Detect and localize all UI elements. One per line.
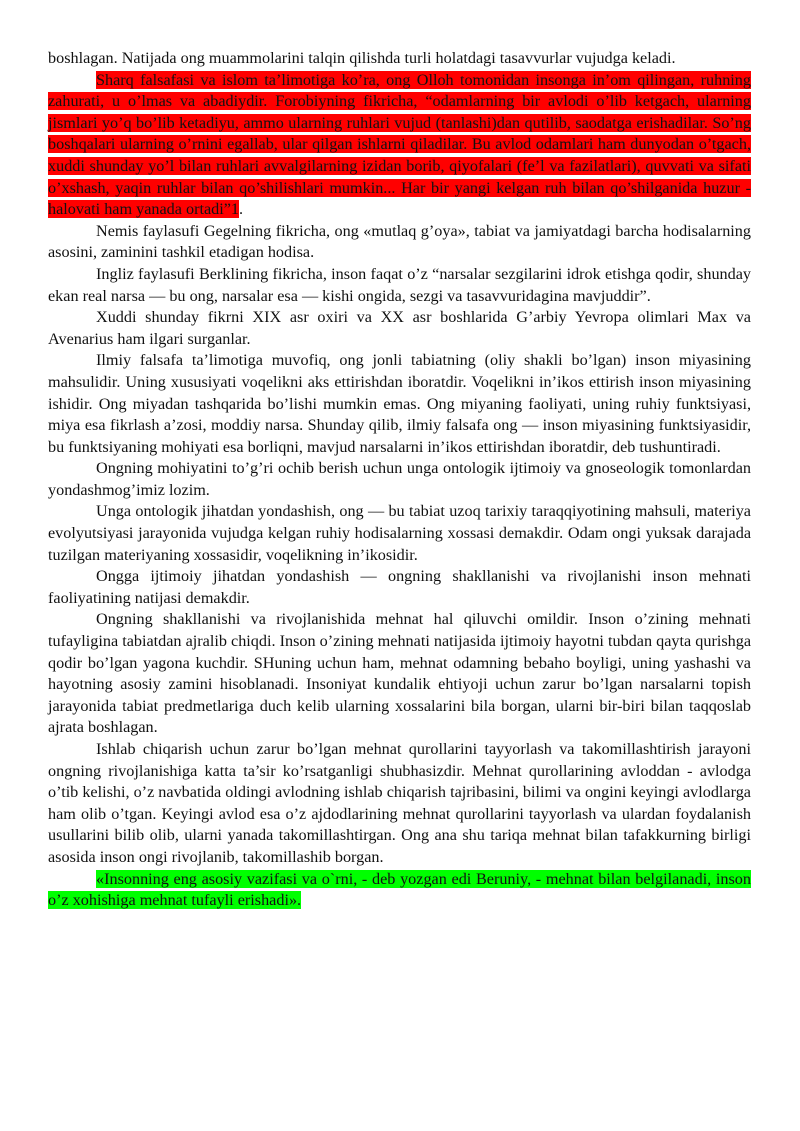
highlighted-text-green: «Insonning eng asosiy vazifasi va o`rni, - deb yozgan edi Beruniy, - mehnat bilan belgilanadi, inson o’z xohishiga mehnat tufayli erishadi». (48, 869, 751, 910)
highlighted-text-red: Sharq falsafasi va islom ta’limotiga ko’ra, ong Olloh tomonidan insonga in’om qilingan, ruhning zahurati, u o’lmas va abadiydir. Forobiyning fikricha, “odamlarning bir avlodi o’lib ketgach, ularning jismlari yo’q bo’lib ketadiyu, ammo ularning ruhlari vujud (tanlashi)dan qutilib, saodatga erishadilar. So’ng boshqalari ularning o’rnini egallab, ular qilgan ishlarni qiladilar. Bu avlod odamlari ham dunyodan o’tgach, xuddi shunday yo’l bilan ruhlari avvalgilarning izidan borib, qiyofalari (fe’l va fazilatlari), quvvati va sifati o’xshash, yaqin ruhlar bilan qo’shilishlari mumkin... Har bir yangi kelgan ruh bilan qo’shilganida huzur - halovati ham yanada ortadi”1 (48, 70, 751, 219)
paragraph-approaches: Ongning mohiyatini to’g’ri ochib berish uchun unga ontologik ijtimoiy va gnoseologik tomonlardan yondashmog’imiz lozim. (48, 459, 751, 499)
paragraph-tools: Ishlab chiqarish uchun zarur bo’lgan mehnat qurollarini tayyorlash va takomillashtirish jarayoni ongning rivojlanishiga katta ta’sir ko’rsatganligi shubhasizdir. Mehnat qurollarining avloddan - avlodga o’tib kelishi, o’z navbatida oldingi avlodning ishlab chiqarish tajribasini, bilimi va ongini keyingi avlodlarga ham olib o’tgan. Keyingi avlod esa o’z ajdodlarining mehnat qurollarini tayyorlash va ulardan foydalanish usullarini bilib olib, ularni yanada takomillashtirgan. Ong ana shu tariqa mehnat bilan tafakkurning birligi asosida inson ongi rivojlanib, takomillashib borgan. (48, 740, 751, 866)
paragraph-continuation: boshlagan. Natijada ong muammolarini talqin qilishda turli holatdagi tasavvurlar vujudga keladi. (48, 49, 676, 67)
paragraph-labor: Ongning shakllanishi va rivojlanishida mehnat hal qiluvchi omildir. Inson o’zining mehnati tufayligina tabiatdan ajralib chiqdi. Inson o’zining mehnati natijasida ijtimoiy hayotni tubdan qayta qurishga qodir bo’lgan yagona kuchdir. SHuning uchun ham, mehnat odamning bebaho boyligi, uning yashashi va hayotning asosiy zamini hisoblanadi. Insoniyat kundalik ehtiyoji uchun zarur bo’lgan narsalarni topish jarayonida tabiat predmetlariga duch kelib ularning xossalarini bila borgan, ularni bir-biri bilan taqqoslab ajrata boshlagan. (48, 610, 751, 737)
paragraph-ontological: Unga ontologik jihatdan yondashish, ong — bu tabiat uzoq tarixiy taraqqiyotining mahsuli, materiya evolyutsiyasi jarayonida vujudga kelgan ruhiy hodisalarning xossasi demakdir. Odam ongi yuksak darajada tuzilgan materiyaning xossasidir, voqelikning in’ikosidir. (48, 502, 751, 564)
paragraph-scientific-philosophy: Ilmiy falsafa ta’limotiga muvofiq, ong jonli tabiatning (oliy shakli bo’lgan) inson miyasining mahsulidir. Uning xususiyati voqelikni aks ettirishdan iboratdir. Voqelikni in’ikos ettirish inson miyasining ishidir. Ong miyadan tashqarida bo’lishi mumkin emas. Ong miyaning faoliyati, uning ruhiy funktsiyasi, miya esa fikrlash a’zosi, moddiy narsa. Shunday qilib, ilmiy falsafa ong — inson miyasining funktsiyasidir, bu funktsiyaning mohiyati esa borliqni, mavjud narsalarni in’ikos ettirishdan iboratdir, deb tushuntiradi. (48, 351, 751, 456)
paragraph-beruniy-quote (48, 869, 751, 912)
document-page (48, 48, 751, 912)
paragraph-eastern-philosophy (48, 70, 751, 221)
paragraph-hegel: Nemis faylasufi Gegelning fikricha, ong «mutlaq g’oya», tabiat va jamiyatdagi barcha hodisalarning asosini, zaminini tashkil etadigan hodisa. (48, 221, 751, 262)
paragraph-social: Ongga ijtimoiy jihatdan yondashish — ongning shakllanishi va rivojlanishi inson mehnati faoliyatining natijasi demakdir. (48, 567, 751, 607)
paragraph-mach-avenarius: Xuddi shunday fikrni XIX asr oxiri va XX asr boshlarida G’arbiy Yevropa olimlari Max va Avenarius ham ilgari surganlar. (48, 308, 751, 348)
paragraph-berkeley: Ingliz faylasufi Berklining fikricha, inson faqat o’z “narsalar sezgilarini idrok etishga qodir, shunday ekan real narsa — bu ong, narsalar esa — kishi ongida, sezgi va tasavvuridagina mavjuddir”. (48, 264, 751, 305)
paragraph-tail: . (239, 200, 244, 219)
